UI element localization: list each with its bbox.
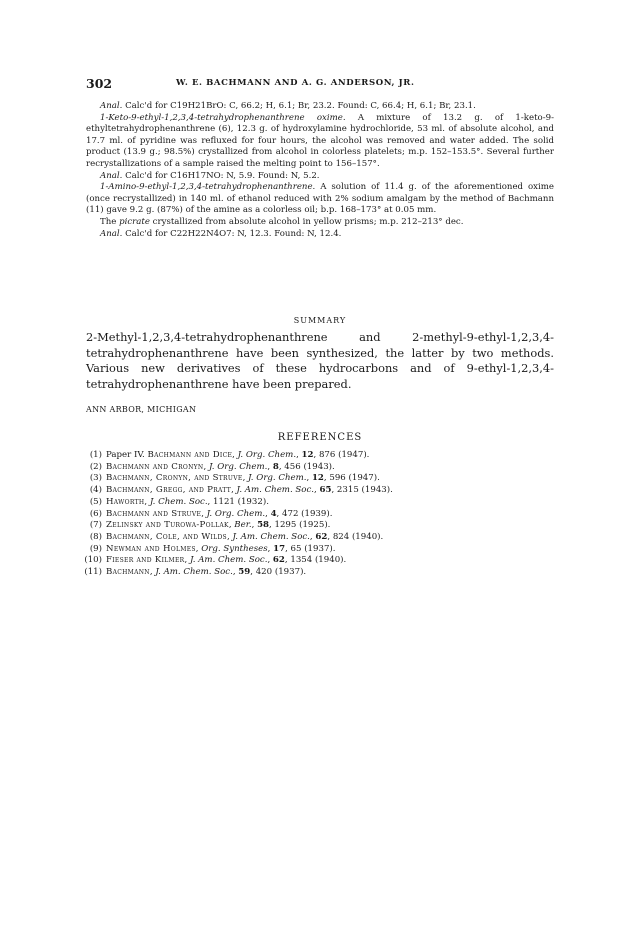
reference-volume: 8 bbox=[272, 461, 279, 472]
reference-volume: 62 bbox=[315, 531, 328, 542]
reference-text: Newman and Holmes, Org. Syntheses, 17, 65 (1937). bbox=[106, 543, 336, 554]
running-title: W. E. BACHMANN AND A. G. ANDERSON, JR. bbox=[176, 78, 415, 88]
reference-item bbox=[80, 544, 560, 556]
reference-pages-year: , 65 (1937). bbox=[285, 543, 336, 554]
reference-journal: J. Org. Chem. bbox=[248, 473, 307, 484]
analysis-paragraph: Anal. Calc'd for C22H22N4O7: N, 12.3. Found: N, 12.4. bbox=[100, 228, 342, 239]
reference-item bbox=[80, 567, 560, 579]
analysis-paragraph: Anal. Calc'd for C16H17NO: N, 5.9. Found: N, 5.2. bbox=[100, 170, 320, 181]
reference-volume: 12 bbox=[311, 473, 324, 484]
reference-authors: Bachmann and Struve bbox=[106, 508, 202, 519]
reference-text: Bachmann, Cronyn, and Struve, J. Org. Chem., 12, 596 (1947). bbox=[106, 473, 380, 484]
reference-journal: Ber. bbox=[234, 520, 252, 531]
experimental-body bbox=[86, 101, 554, 240]
reference-text: Fieser and Kilmer, J. Am. Chem. Soc., 62, 1354 (1940). bbox=[106, 555, 347, 566]
reference-authors: Zelinsky and Turowa-Pollak bbox=[106, 520, 229, 531]
reference-volume: 65 bbox=[319, 485, 332, 496]
reference-number: (7) bbox=[89, 520, 102, 531]
reference-pages-year: , 1295 (1925). bbox=[269, 520, 331, 531]
reference-journal: J. Org. Chem. bbox=[237, 450, 297, 460]
reference-number: (4) bbox=[89, 485, 102, 496]
reference-number: (5) bbox=[89, 496, 102, 507]
reference-item bbox=[80, 532, 560, 544]
reference-pages-year: , 420 (1937). bbox=[250, 567, 307, 578]
reference-number: (11) bbox=[84, 567, 102, 578]
reference-journal: Org. Syntheses bbox=[201, 543, 268, 554]
reference-authors: Bachmann and Dice bbox=[147, 450, 233, 460]
reference-volume: 17 bbox=[273, 543, 286, 554]
reference-authors: Haworth bbox=[106, 496, 145, 507]
reference-volume: 4 bbox=[270, 508, 277, 519]
amine-paragraph: 1-Amino-9-ethyl-1,2,3,4-tetrahydrophenanthrene. A solution of 11.4 g. of the aforementioned oxime (once recrystallized) in 140 ml. of ethanol reduced with 2% sodium amalgam by the method of Bachmann (11) gave 9.2 g. (87%) of the amine as a colorless oil; b.p. 168–173° at 0.05 mm. bbox=[86, 182, 554, 216]
page-number: 302 bbox=[86, 76, 113, 91]
reference-text: Bachmann, Cole, and Wilds, J. Am. Chem. Soc., 62, 824 (1940). bbox=[106, 531, 384, 542]
reference-journal: J. Org. Chem. bbox=[208, 461, 268, 472]
reference-journal: J. Chem. Soc. bbox=[149, 496, 208, 507]
oxime-paragraph: 1-Keto-9-ethyl-1,2,3,4-tetrahydrophenanthrene oxime. A mixture of 13.2 g. of 1-keto-9-ethyltetrahydrophenanthrene (6), 12.3 g. of hydroxylamine hydrochloride, 53 ml. of absolute alcohol, and 17.7 ml. of pyridine was refluxed for four hours, the alcohol was removed and water added. The solid product (13.9 g.; 98.5%) crystallized from alcohol in colorless platelets; m.p. 152–153.5°. Several further recrystallizations of a sample raised the melting point to 156–157°. bbox=[86, 112, 554, 169]
reference-list bbox=[80, 450, 560, 579]
reference-pages-year: , 1121 (1932). bbox=[207, 496, 269, 507]
reference-item bbox=[80, 450, 560, 462]
reference-volume: 62 bbox=[272, 555, 285, 566]
reference-item bbox=[80, 497, 560, 509]
reference-authors: Bachmann bbox=[106, 567, 150, 578]
summary-paragraph: 2-Methyl-1,2,3,4-tetrahydrophenanthrene and 2-methyl-9-ethyl-1,2,3,4-tetrahydrophenanthrene have been synthesized, the latter by two methods. Various new derivatives of these hydrocarbons and of 9-ethyl-1,2,3,4-tetrahydrophenanthrene have been prepared. bbox=[86, 330, 554, 391]
reference-volume: 12 bbox=[301, 450, 314, 460]
reference-text: Bachmann, Gregg, and Pratt, J. Am. Chem. Soc., 65, 2315 (1943). bbox=[106, 485, 393, 496]
reference-item bbox=[80, 462, 560, 474]
reference-journal: J. Am. Chem. Soc. bbox=[155, 567, 233, 578]
references-heading: REFERENCES bbox=[277, 432, 363, 443]
reference-authors: Bachmann, Cole, and Wilds bbox=[106, 531, 227, 542]
reference-pages-year: , 1354 (1940). bbox=[284, 555, 347, 566]
summary-heading: SUMMARY bbox=[293, 316, 347, 325]
reference-journal: J. Am. Chem. Soc. bbox=[236, 485, 315, 496]
reference-prefix: Paper IV. bbox=[106, 450, 148, 460]
reference-authors: Fieser and Kilmer bbox=[106, 555, 185, 566]
reference-text: Haworth, J. Chem. Soc., 1121 (1932). bbox=[106, 496, 269, 507]
reference-authors: Bachmann and Cronyn bbox=[106, 461, 204, 472]
running-header bbox=[86, 76, 556, 92]
reference-journal: J. Org. Chem. bbox=[206, 508, 266, 519]
reference-text: Bachmann and Cronyn, J. Org. Chem., 8, 456 (1943). bbox=[106, 461, 335, 472]
reference-authors: Bachmann, Cronyn, and Struve bbox=[106, 473, 243, 484]
reference-item bbox=[80, 485, 560, 497]
reference-item bbox=[80, 509, 560, 521]
reference-text: Bachmann and Struve, J. Org. Chem., 4, 472 (1939). bbox=[106, 508, 333, 519]
reference-journal: J. Am. Chem. Soc. bbox=[189, 555, 268, 566]
reference-pages-year: , 596 (1947). bbox=[323, 473, 380, 484]
reference-pages-year: , 456 (1943). bbox=[278, 461, 335, 472]
reference-number: (8) bbox=[89, 531, 102, 542]
reference-volume: 58 bbox=[257, 520, 270, 531]
reference-pages-year: , 2315 (1943). bbox=[331, 485, 393, 496]
reference-text: Bachmann, J. Am. Chem. Soc., 59, 420 (1937). bbox=[106, 567, 307, 578]
reference-authors: Bachmann, Gregg, and Pratt bbox=[106, 485, 232, 496]
reference-number: (9) bbox=[89, 543, 102, 554]
reference-item bbox=[80, 555, 560, 567]
reference-item bbox=[80, 473, 560, 485]
reference-item bbox=[80, 520, 560, 532]
reference-authors: Newman and Holmes bbox=[106, 543, 196, 554]
reference-pages-year: , 472 (1939). bbox=[276, 508, 333, 519]
reference-text: Zelinsky and Turowa-Pollak, Ber., 58, 1295 (1925). bbox=[106, 520, 331, 531]
reference-number: (10) bbox=[84, 555, 102, 566]
reference-number: (6) bbox=[89, 508, 102, 519]
reference-journal: J. Am. Chem. Soc. bbox=[232, 531, 310, 542]
reference-number: (3) bbox=[89, 473, 102, 484]
reference-text: Paper IV. Bachmann and Dice, J. Org. Chem., 12, 876 (1947). bbox=[106, 450, 370, 460]
reference-volume: 59 bbox=[238, 567, 251, 578]
affiliation: ANN ARBOR, MICHIGAN bbox=[86, 405, 197, 414]
analysis-paragraph: Anal. Calc'd for C19H21BrO: C, 66.2; H, 6.1; Br, 23.2. Found: C, 66.4; H, 6.1; Br, 23.1. bbox=[100, 101, 476, 111]
reference-number: (2) bbox=[89, 461, 102, 472]
reference-pages-year: , 824 (1940). bbox=[327, 531, 384, 542]
reference-number: (1) bbox=[89, 450, 102, 460]
picrate-paragraph: The picrate crystallized from absolute alcohol in yellow prisms; m.p. 212–213° dec. bbox=[100, 216, 464, 227]
reference-pages-year: , 876 (1947). bbox=[313, 450, 370, 460]
